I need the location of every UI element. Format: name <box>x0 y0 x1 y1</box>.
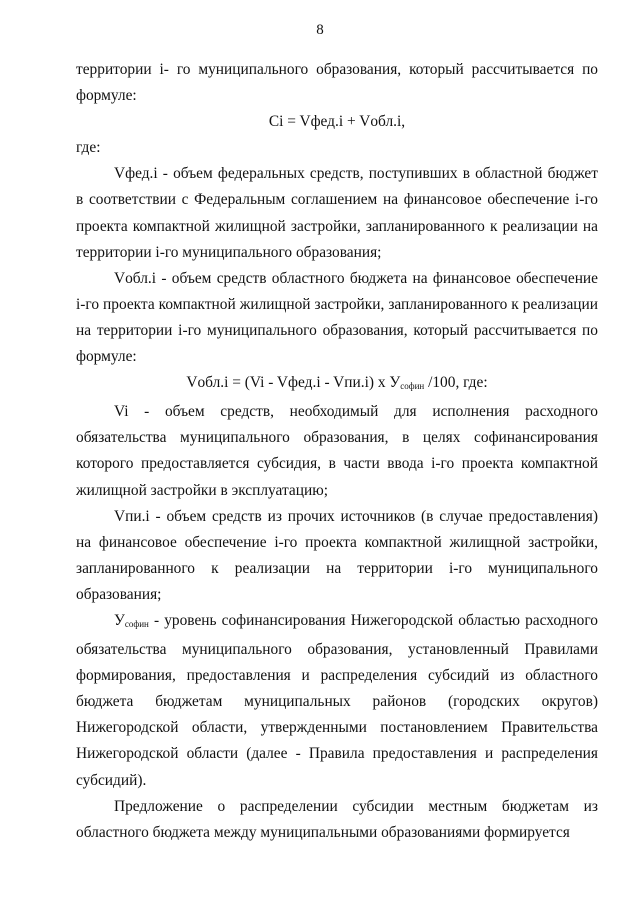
formula-vobl-main: Vобл.i = (Vi - Vфед.i - Vпи.i) x У <box>186 374 401 392</box>
paragraph-continuation: территории i- го муниципального образования, который рассчитывается по формуле: <box>76 61 598 105</box>
formula-vobl-subscript: софин <box>400 381 425 392</box>
paragraph-vobl: Vобл.i - объем средств областного бюджета на финансовое обеспечение i-го проекта компактной жилищной застройки, запланированного к реализации на территории i-го муниципального образования, который рассчитывается по формуле: <box>76 269 598 366</box>
page-number: 8 <box>316 22 324 38</box>
document-body <box>76 57 598 846</box>
usofin-symbol: У <box>114 611 125 629</box>
paragraph-proposal: Предложение о распределении субсидии местным бюджетам из областного бюджета между муниципальными образованиями формируется <box>76 797 598 841</box>
formula-vobl <box>76 370 598 399</box>
paragraph-usofin <box>76 608 598 794</box>
usofin-subscript: софин <box>124 618 149 629</box>
usofin-text: - уровень софинансирования Нижегородской областью расходного обязательства муниципального образования, установленный Правилами формирования, предоставления и распределения субсидий из областного бюджета бюджетам муниципальных районов (городских округов) Нижегородской области, утвержденными постановлением Правительства Нижегородской области (далее - Правила предоставления и распределения субсидий). <box>76 611 598 789</box>
paragraph-vi: Vi - объем средств, необходимый для исполнения расходного обязательства муниципального образования, в целях софинансирования которого предоставляется субсидия, в части ввода i-го проекта компактной жилищной застройки в эксплуатацию; <box>76 403 598 499</box>
formula-ci: Ci = Vфед.i + Vобл.i, <box>268 113 406 131</box>
paragraph-vfed: Vфед.i - объем федеральных средств, поступивших в областной бюджет в соответствии с Федеральным соглашением на финансовое обеспечение i-го проекта компактной жилищной застройки, запланированного к реализации на территории i-го муниципального образования; <box>76 165 598 261</box>
paragraph-vpi: Vпи.i - объем средств из прочих источников (в случае предоставления) на финансовое обеспечение i-го проекта компактной жилищной застройки, запланированного к реализации на территории i-го муниципального образования; <box>76 507 598 603</box>
formula-vobl-tail: /100, где: <box>424 374 488 392</box>
where-label: где: <box>76 139 101 157</box>
